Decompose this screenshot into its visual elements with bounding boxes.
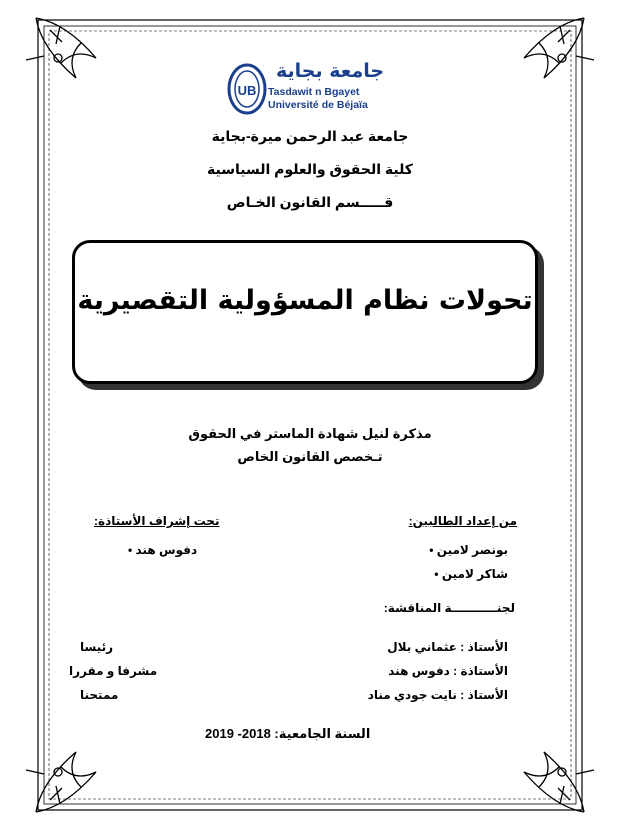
university-emblem-icon	[226, 62, 268, 116]
logo-name-line1: Tasdawit n Bgayet	[268, 86, 360, 98]
memo-line1: مذكرة لنيل شهادة الماستر في الحقوق	[188, 426, 432, 441]
committee-role-1: رئيسا	[80, 640, 114, 654]
logo-arabic-name: جامعة بجاية	[276, 60, 385, 82]
supervisor-heading: تحت إشراف الأستاذة:	[94, 514, 220, 528]
committee-member-3: الأستاذ : نايت جودي مناد	[367, 688, 508, 702]
memo-line2: تـخصص القانون الخاص	[237, 449, 383, 464]
corner-ornament-bottom-left	[26, 752, 96, 812]
students-heading: من إعداد الطالبين:	[408, 514, 517, 528]
thesis-title: تحولات نظام المسؤولية التقصيرية	[77, 285, 533, 316]
faculty-name: كلية الحقوق والعلوم السياسية	[207, 161, 413, 177]
logo-name-line2: Université de Béjaïa	[268, 99, 368, 111]
university-name: جامعة عبد الرحمن ميرة-بجاية	[211, 128, 409, 144]
committee-role-3: ممتحنا	[80, 688, 119, 702]
university-logo	[226, 62, 401, 118]
committee-member-2: الأستاذة : دفوس هند	[388, 664, 508, 678]
svg-text:UB: UB	[237, 83, 257, 98]
student-name-1: بونصر لامين •	[429, 543, 508, 557]
committee-heading: لجنـــــــــــة المناقشة:	[383, 601, 515, 615]
supervisor-name: دفوس هند •	[128, 543, 197, 557]
student-name-2: شاكر لامين •	[434, 567, 508, 581]
corner-ornament-top-left	[26, 18, 96, 78]
department-name: قـــــسم القانون الخـاص	[226, 194, 394, 210]
committee-member-1: الأستاذ : عثماني بلال	[387, 640, 508, 654]
committee-role-2: مشرفا و مقررا	[69, 664, 158, 678]
academic-year: السنة الجامعية: 2018- 2019	[205, 726, 371, 741]
title-box	[72, 240, 538, 384]
corner-ornament-top-right	[524, 18, 594, 78]
corner-ornament-bottom-right	[524, 752, 594, 812]
